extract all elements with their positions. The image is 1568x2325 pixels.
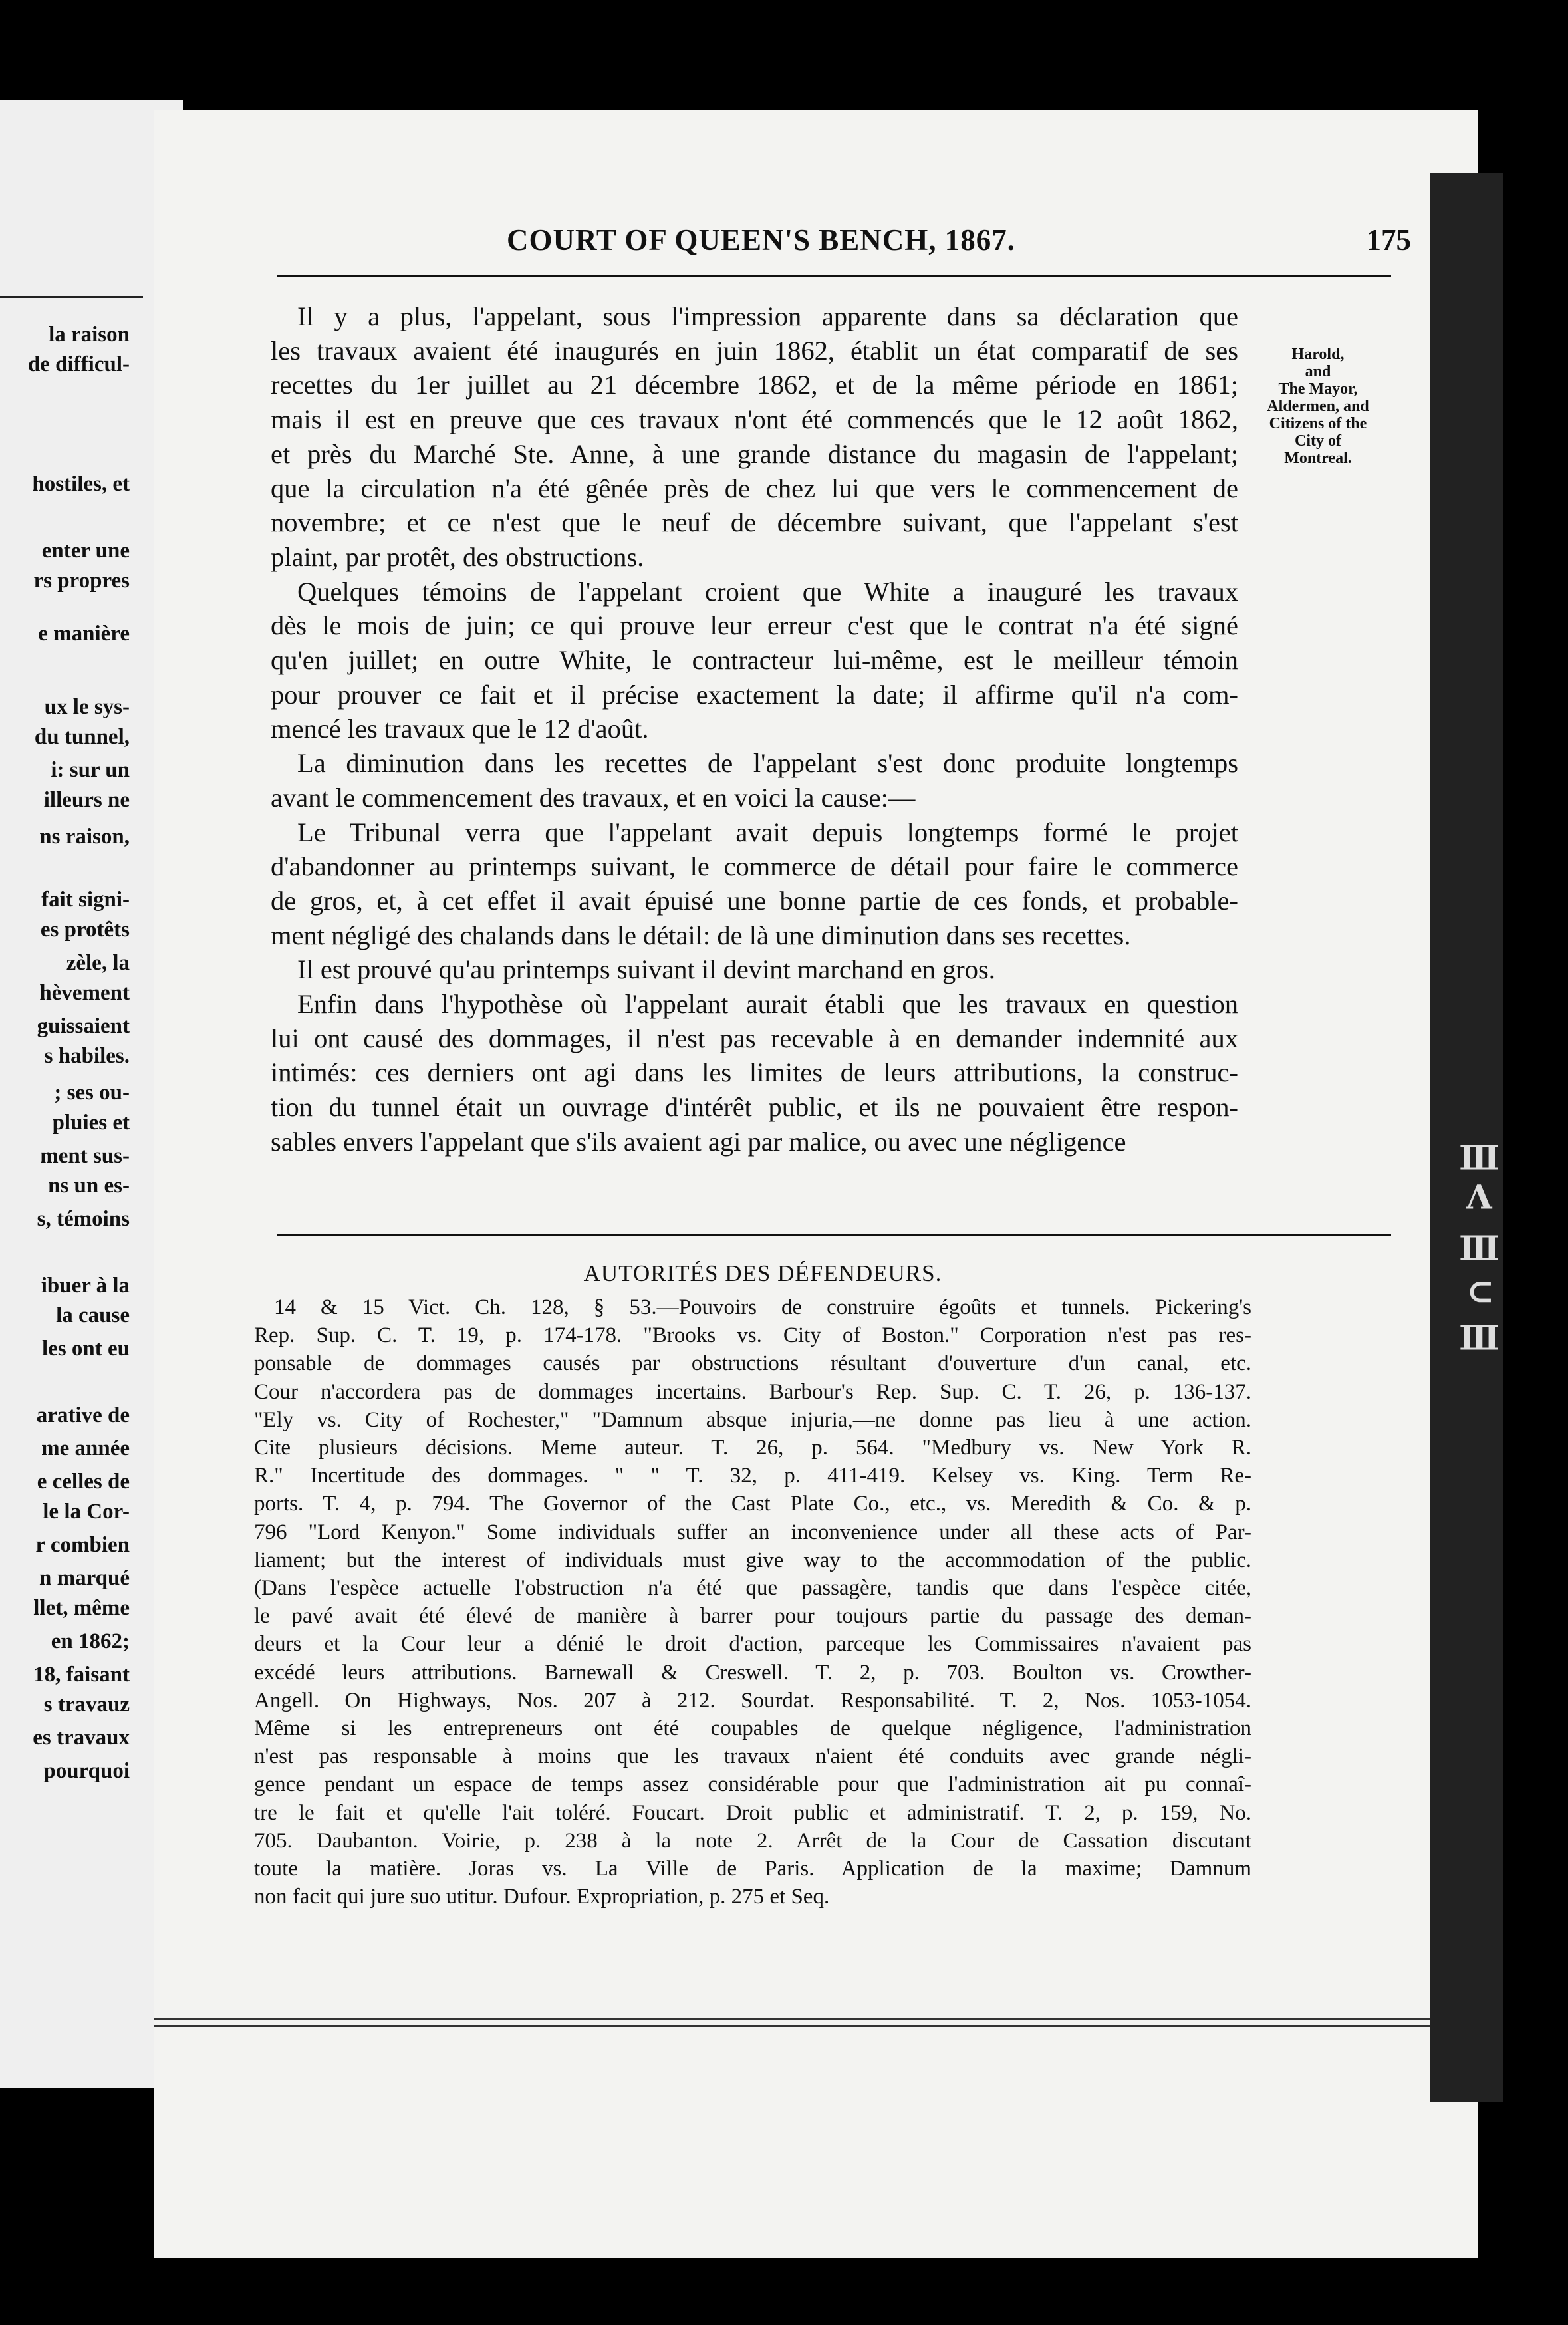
left-page-line: de difficul- (27, 352, 130, 376)
body-line: mencé les travaux que le 12 d'août. (271, 714, 649, 744)
left-page-line: es travaux (33, 1726, 130, 1750)
authorities-text (254, 1294, 1251, 1911)
authority-line: tre le fait et qu'elle l'ait toléré. Foucart. Droit public et administratif. T. 2, p. 159, No. (254, 1800, 1251, 1825)
left-page-line: en 1862; (51, 1629, 130, 1653)
left-page-line: illeurs ne (43, 788, 130, 812)
authority-line: Rep. Sup. C. T. 19, p. 174-178. "Brooks vs. City of Boston." Corporation n'est pas res- (254, 1323, 1251, 1348)
body-line: recettes du 1er juillet au 21 décembre 1862, et de la même période en 1861; (271, 370, 1238, 400)
left-page-line: ns raison, (39, 825, 130, 849)
marginal-note-line: The Mayor, (1278, 380, 1358, 398)
body-line: et près du Marché Ste. Anne, à une grande distance du magasin de l'appelant; (271, 438, 1238, 469)
body-paragraph (271, 952, 1238, 987)
bottom-rule (154, 2018, 1478, 2020)
left-page-line: s, témoins (37, 1207, 130, 1231)
authority-line: Cour n'accordera pas de dommages incertains. Barbour's Rep. Sup. C. T. 26, p. 136-137. (254, 1379, 1251, 1404)
authority-line: liament; but the interest of individuals must give way to the accommodation of the public. (254, 1548, 1251, 1572)
left-page-line: enter une (41, 539, 130, 563)
left-page-line: e celles de (37, 1470, 130, 1494)
marginal-note-line: Citizens of the (1269, 415, 1367, 432)
authority-line: R." Incertitude des dommages. " " T. 32, p. 411-419. Kelsey vs. King. Term Re- (254, 1464, 1251, 1488)
authority-line: toute la matière. Joras vs. La Ville de Paris. Application de la maxime; Damnum (254, 1857, 1251, 1881)
authority-line: gence pendant un espace de temps assez considérable pour que l'administration ait pu connaî- (254, 1772, 1251, 1797)
body-line: mais il est en preuve que ces travaux n'ont été commencés que le 12 août 1862, (271, 404, 1238, 435)
authority-line: 14 & 15 Vict. Ch. 128, § 53.—Pouvoirs de construire égoûts et tunnels. Pickering's (274, 1296, 1251, 1319)
body-paragraph (271, 299, 1238, 575)
body-line: Il est prouvé qu'au printemps suivant il devint marchand en gros. (297, 954, 995, 985)
left-page-line: ibuer à la (41, 1274, 130, 1298)
body-line: ment négligé des chalands dans le détail: de là une diminution dans ses recettes. (271, 920, 1131, 950)
left-page-line: du tunnel, (34, 725, 130, 749)
authority-line: le pavé avait été élevé de manière à barrer pour toujours partie du passage des deman- (254, 1604, 1251, 1629)
left-page-header-rule (0, 296, 143, 298)
left-page-line: guissaient (37, 1014, 130, 1038)
body-text (271, 299, 1238, 1159)
left-page-line: e manière (38, 622, 130, 646)
left-page-line: ment sus- (40, 1144, 130, 1168)
authority-line: Angell. On Highways, Nos. 207 à 212. Sourdat. Responsabilité. T. 2, Nos. 1053-1054. (254, 1688, 1251, 1712)
marginal-case-note (1258, 346, 1378, 467)
authority-line: ports. T. 4, p. 794. The Governor of the Cast Plate Co., etc., vs. Meredith & Co. & p. (254, 1492, 1251, 1516)
authorities-title: AUTORITÉS DES DÉFENDEURS. (583, 1260, 942, 1286)
marginal-note-line: Montreal. (1284, 450, 1352, 467)
marginal-note-line: Aldermen, and (1267, 398, 1369, 415)
page-header (507, 223, 1411, 263)
header-rule (277, 275, 1391, 277)
body-paragraph (271, 746, 1238, 815)
body-line: de gros, et, à cet effet il avait épuisé une bonne partie de ces fonds, et probable- (271, 885, 1238, 916)
left-page-line: es protêts (40, 918, 130, 942)
main-page (154, 110, 1478, 2258)
left-page-line: zèle, la (66, 951, 130, 975)
authority-line: n'est pas responsable à moins que les travaux n'aient été conduits avec grande négli- (254, 1744, 1251, 1769)
body-line: plaint, par protêt, des obstructions. (271, 541, 644, 572)
authorities-rule (277, 1234, 1391, 1236)
body-line: intimés: ces derniers ont agi dans les limites de leurs attributions, la construc- (271, 1057, 1238, 1088)
left-page-line: llet, même (33, 1596, 130, 1620)
authority-line: Cite plusieurs décisions. Meme auteur. T. 26, p. 564. "Medbury vs. New York R. (254, 1436, 1251, 1460)
body-line: qu'en juillet; en outre White, le contracteur lui-même, est le meilleur témoin (271, 645, 1238, 676)
body-line: Le Tribunal verra que l'appelant avait depuis longtemps formé le projet (297, 817, 1238, 847)
body-line: Quelques témoins de l'appelant croient que White a inauguré les travaux (297, 576, 1238, 607)
marginal-note-line: and (1305, 363, 1331, 380)
left-page-line: le la Cor- (43, 1500, 130, 1524)
authority-line: non facit qui jure suo utitur. Dufour. Expropriation, p. 275 et Seq. (254, 1885, 830, 1909)
left-page-line: la raison (49, 323, 130, 346)
left-page-line: n marqué (39, 1566, 130, 1590)
left-page-line: ns un es- (48, 1174, 130, 1198)
left-page-line: la cause (56, 1303, 130, 1327)
left-page-line: arative de (36, 1403, 130, 1427)
left-page-line: les ont eu (42, 1337, 130, 1361)
authority-line: Même si les entrepreneurs ont été coupables de quelque négligence, l'administration (254, 1716, 1251, 1741)
left-page-line: 18, faisant (33, 1663, 130, 1687)
page-number: 175 (1366, 223, 1411, 257)
left-page-line: me année (41, 1436, 130, 1460)
left-page-line: pluies et (52, 1111, 130, 1135)
authority-line: deurs et la Cour leur a dénié le droit d'action, parceque les Commissaires n'avaient pas (254, 1632, 1251, 1657)
marginal-note-line: Harold, (1291, 346, 1345, 363)
running-title: COURT OF QUEEN'S BENCH, 1867. (507, 223, 1016, 257)
body-paragraph (271, 815, 1238, 953)
body-line: pour prouver ce fait et il précise exactement la date; il affirme qu'il n'a com- (271, 679, 1238, 710)
body-line: tion du tunnel était un ouvrage d'intérêt public, et ils ne pouvaient être respon- (271, 1092, 1238, 1123)
left-page-line: pourquoi (43, 1759, 130, 1783)
left-page-line: fait signi- (41, 888, 130, 912)
authority-line: 796 "Lord Kenyon." Some individuals suffer an inconvenience under all these acts of Par- (254, 1520, 1251, 1544)
body-line: Il y a plus, l'appelant, sous l'impression apparente dans sa déclaration que (297, 301, 1238, 331)
body-line: La diminution dans les recettes de l'appelant s'est donc produite longtemps (297, 748, 1238, 779)
left-page-line: rs propres (33, 569, 130, 593)
side-stamp-mark: Ⅲ ∩ Ⅲ ⅤⅢ (1460, 1137, 1499, 1357)
left-page-line: r combien (35, 1533, 130, 1557)
body-line: sables envers l'appelant que s'ils avaient agi par malice, ou avec une négligence (271, 1126, 1126, 1157)
body-line: dès le mois de juin; ce qui prouve leur erreur c'est que le contrat n'a été signé (271, 611, 1238, 641)
authority-line: 705. Daubanton. Voirie, p. 238 à la note 2. Arrêt de la Cour de Cassation discutant (254, 1828, 1251, 1853)
body-line: novembre; et ce n'est que le neuf de décembre suivant, que l'appelant s'est (271, 507, 1238, 538)
authority-line: ponsable de dommages causés par obstructions résultant d'ouverture d'un canal, etc. (254, 1351, 1251, 1376)
left-page-line: s habiles. (44, 1044, 130, 1068)
body-line: avant le commencement des travaux, et en voici la cause:— (271, 782, 916, 813)
body-line: Enfin dans l'hypothèse où l'appelant aurait établi que les travaux en question (297, 989, 1238, 1020)
body-paragraph (271, 575, 1238, 747)
left-page-line: hèvement (39, 981, 130, 1005)
authority-line: excédé leurs attributions. Barnewall & Creswell. T. 2, p. 703. Boulton vs. Crowther- (254, 1660, 1251, 1685)
left-page-line: i: sur un (51, 758, 130, 782)
authority-line: (Dans l'espèce actuelle l'obstruction n'a été que passagère, tandis que dans l'espèce citée, (254, 1576, 1251, 1601)
body-line: que la circulation n'a été gênée près de chez lui que vers le commencement de (271, 473, 1238, 503)
authority-line: "Ely vs. City of Rochester," "Damnum absque injuria,—ne donne pas lieu à une action. (254, 1407, 1251, 1432)
marginal-note-line: City of (1295, 432, 1341, 450)
body-line: d'abandonner au printemps suivant, le commerce de détail pour faire le commerce (271, 851, 1238, 882)
left-page-line: ux le sys- (44, 695, 130, 719)
bottom-rule-second (154, 2025, 1478, 2027)
body-line: lui ont causé des dommages, il n'est pas recevable à en demander indemnité aux (271, 1023, 1238, 1053)
left-page-line: ; ses ou- (54, 1081, 130, 1105)
body-line: les travaux avaient été inaugurés en juin 1862, établit un état comparatif de ses (271, 335, 1238, 366)
body-paragraph (271, 987, 1238, 1159)
left-page-line: hostiles, et (32, 472, 130, 496)
left-page-line: s travauz (43, 1693, 130, 1716)
